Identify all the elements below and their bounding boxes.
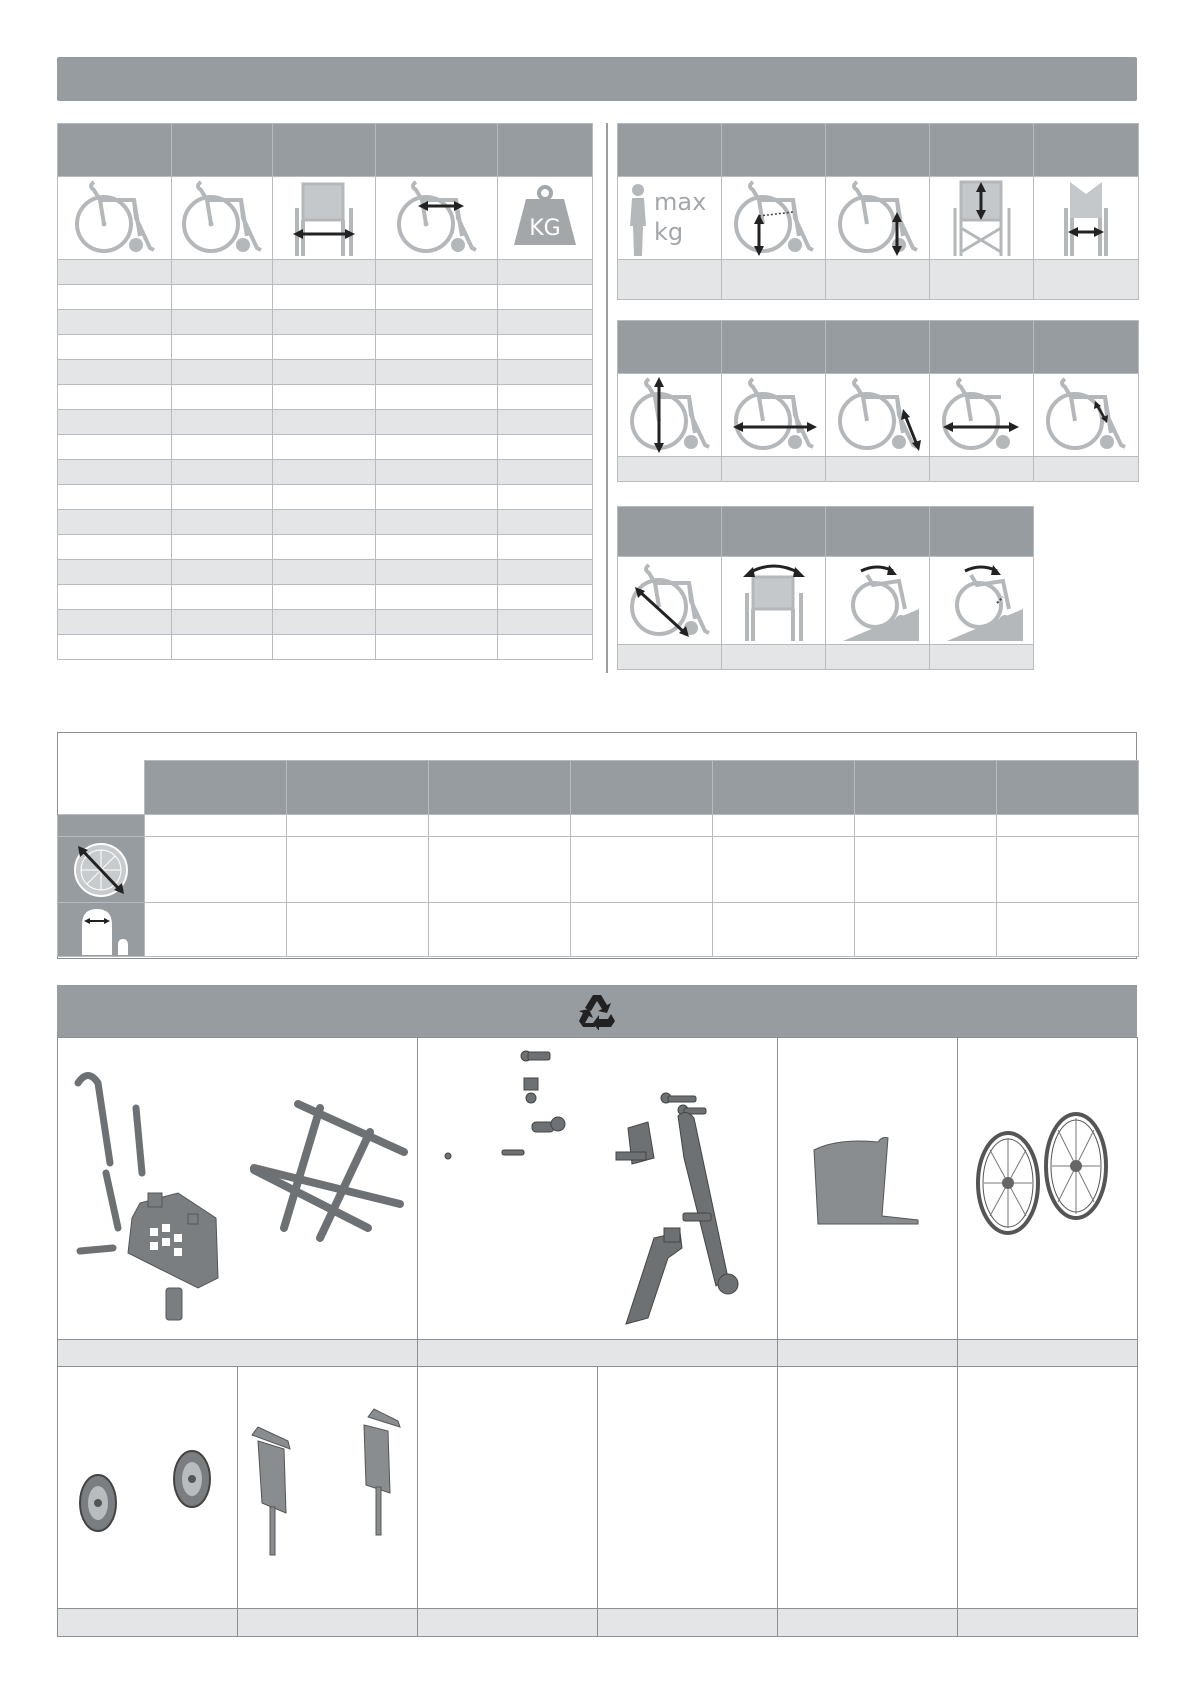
seat-upholstery-drawing: [778, 1038, 957, 1339]
armrests-drawing: [238, 1367, 417, 1608]
hardware-parts-panel: [417, 1037, 778, 1340]
empty-part-panel: [957, 1366, 1138, 1609]
weight-kg-icon: [498, 177, 593, 260]
parts-label-row: [957, 1608, 1138, 1637]
capacity-table: [617, 123, 1139, 300]
empty-part-panel: [777, 1366, 958, 1609]
seat-width-icon: [273, 177, 376, 260]
parts-label-row: [417, 1608, 598, 1637]
svg-text:max: max: [653, 188, 706, 216]
geometry-table: [617, 320, 1139, 482]
seat-upholstery-panel: [777, 1037, 958, 1340]
angles-table: [617, 506, 1034, 670]
total-height-icon: [618, 374, 722, 457]
recycle-icon: [577, 992, 617, 1030]
parts-label-row: [57, 1339, 418, 1367]
wheel-diameter-icon: [58, 837, 145, 903]
table-header-cell: [172, 124, 273, 177]
hardware-parts-drawing: [418, 1038, 777, 1339]
total-length-icon: [722, 374, 826, 457]
table-header-cell: [376, 124, 498, 177]
backrest-height-icon: [930, 177, 1034, 260]
door-width-icon: [58, 903, 145, 957]
table-header-cell: [58, 124, 172, 177]
section-title-bar: [57, 57, 1137, 101]
wheelchair-length-icon: [58, 177, 172, 260]
table-header-cell: [498, 124, 593, 177]
armrests-panel: [237, 1366, 418, 1609]
empty-part-panel: [417, 1366, 598, 1609]
table-header-cell: [273, 124, 376, 177]
parts-label-row: [237, 1608, 418, 1637]
footrest-length-icon: [826, 374, 930, 457]
parts-label-row: [417, 1339, 778, 1367]
legrest-angle-icon: [1034, 374, 1139, 457]
parts-label-row: [957, 1339, 1138, 1367]
slope-brake-icon: [930, 557, 1034, 645]
rear-wheels-panel: [957, 1037, 1138, 1340]
diagonal-length-icon: [618, 557, 722, 645]
seat-depth-icon: [376, 177, 498, 260]
parts-label-row: [597, 1608, 778, 1637]
max-user-weight-icon: [618, 177, 722, 260]
parts-label-row: [57, 1608, 238, 1637]
dimensions-table: [57, 123, 593, 660]
seat-height-front-icon: [722, 177, 826, 260]
parts-label-row: [777, 1339, 958, 1367]
column-divider: [606, 123, 608, 673]
castor-wheels-panel: [57, 1366, 238, 1609]
wheel-table: [57, 760, 1139, 957]
backrest-angle-icon: [722, 557, 826, 645]
frame-parts-drawing: [58, 1038, 417, 1339]
seat-height-rear-icon: [826, 177, 930, 260]
armrest-width-icon: [1034, 177, 1139, 260]
rear-wheels-drawing: [958, 1038, 1137, 1339]
slope-stability-icon: [826, 557, 930, 645]
recycling-header: [57, 985, 1137, 1037]
wheelchair-total-length-icon: [172, 177, 273, 260]
frame-parts-panel: [57, 1037, 418, 1340]
folded-length-icon: [930, 374, 1034, 457]
empty-part-panel: [597, 1366, 778, 1609]
castor-wheels-drawing: [58, 1367, 237, 1608]
svg-text:kg: kg: [653, 218, 683, 246]
parts-label-row: [777, 1608, 958, 1637]
svg-text:KG: KG: [529, 216, 561, 241]
